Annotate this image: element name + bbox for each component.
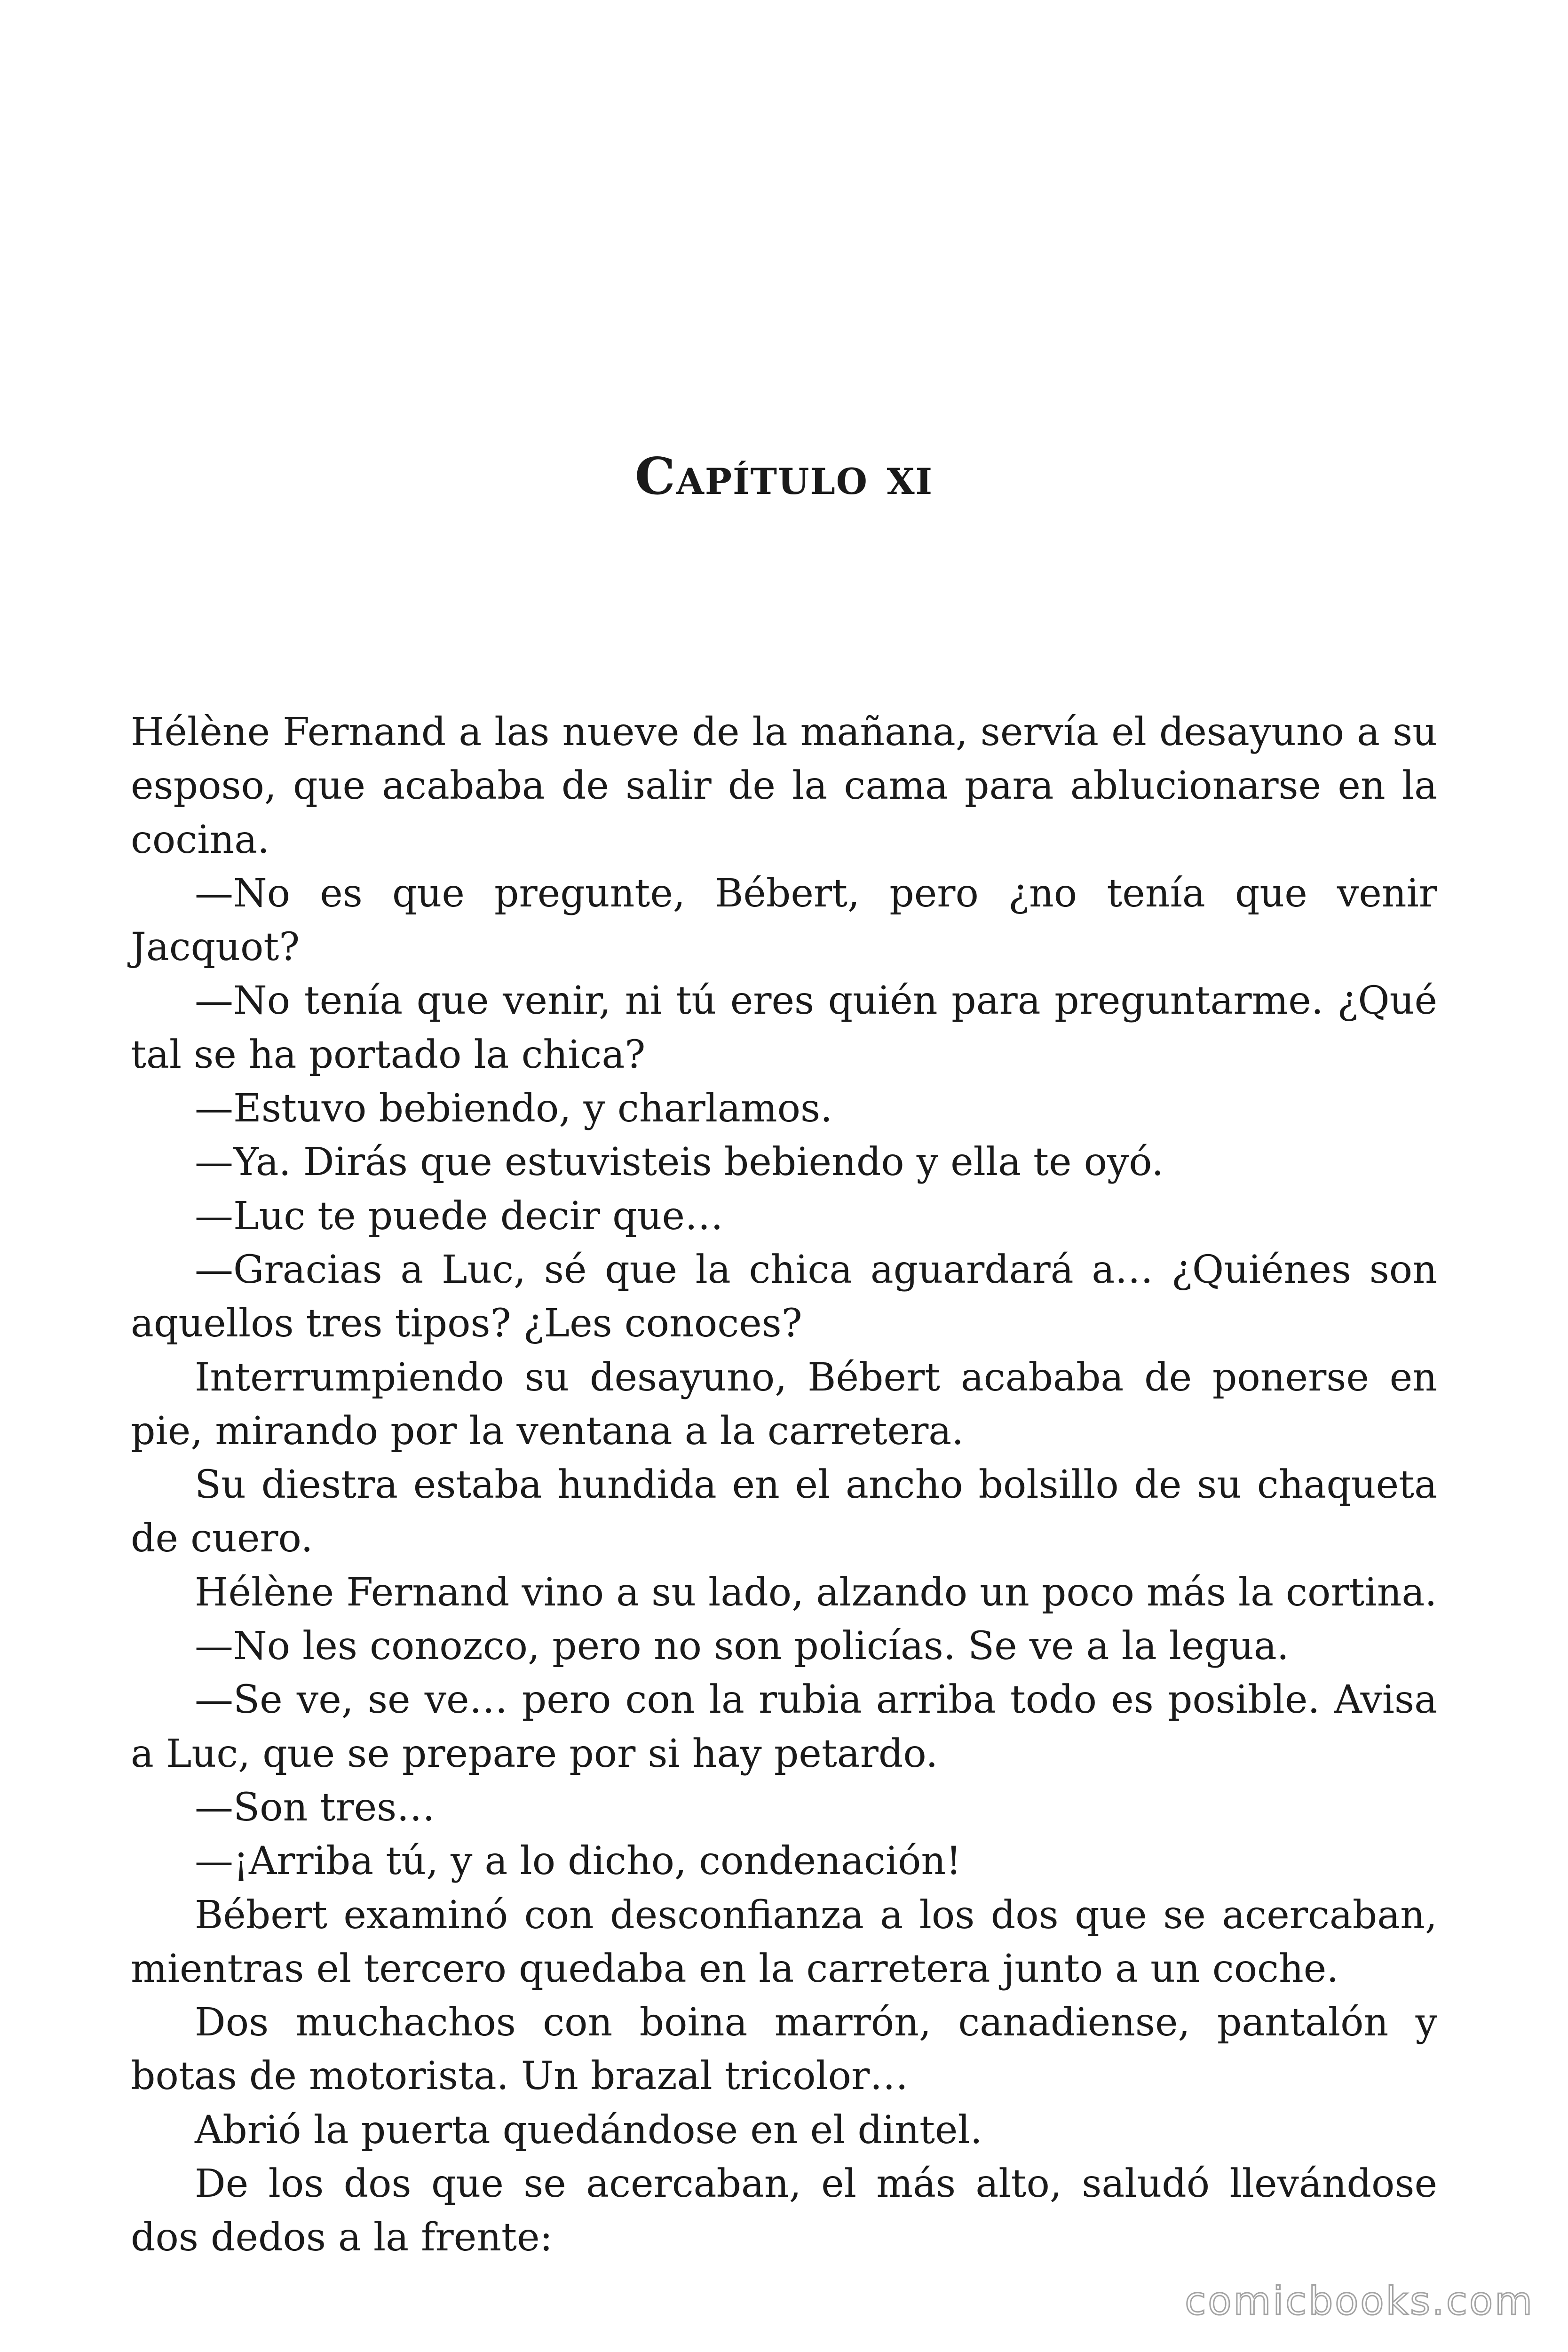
paragraph: Bébert examinó con desconfianza a los dos que se acercaban, mientras el tercero quedaba en la carretera junto a un coche. xyxy=(131,1892,1437,1991)
chapter-title: Capítulo xi xyxy=(634,447,934,506)
paragraph: De los dos que se acercaban, el más alto, saludó llevándose dos dedos a la frente: xyxy=(131,2161,1437,2260)
paragraph: —Ya. Dirás que estuvisteis bebiendo y ella te oyó. xyxy=(195,1140,1164,1185)
paragraph: Interrumpiendo su desayuno, Bébert acababa de ponerse en pie, mirando por la ventana a la carretera. xyxy=(131,1355,1437,1454)
paragraph: Abrió la puerta quedándose en el dintel. xyxy=(195,2107,982,2153)
paragraph: —No les conozco, pero no son policías. Se ve a la legua. xyxy=(195,1624,1289,1669)
paragraph: —Estuvo bebiendo, y charlamos. xyxy=(195,1086,833,1131)
paragraph: —Son tres… xyxy=(195,1785,436,1830)
watermark: comicbooks.com xyxy=(1185,2279,1534,2324)
paragraph: —Gracias a Luc, sé que la chica aguardará a… ¿Quiénes son aquellos tres tipos? ¿Les conoces? xyxy=(131,1247,1437,1346)
paragraph: —Luc te puede decir que… xyxy=(195,1193,723,1239)
paragraph: Su diestra estaba hundida en el ancho bolsillo de su chaqueta de cuero. xyxy=(131,1462,1437,1561)
paragraph: —¡Arriba tú, y a lo dicho, condenación! xyxy=(195,1839,962,1884)
body-text xyxy=(131,706,1437,2265)
paragraph: —Se ve, se ve… pero con la rubia arriba todo es posible. Avisa a Luc, que se prepare por si hay petardo. xyxy=(131,1677,1437,1776)
paragraph: —No tenía que venir, ni tú eres quién para preguntarme. ¿Qué tal se ha portado la chica? xyxy=(131,978,1437,1077)
paragraph: Hélène Fernand a las nueve de la mañana, servía el desayuno a su esposo, que acababa de salir de la cama para ablucionarse en la cocina. xyxy=(131,710,1437,862)
paragraph: Dos muchachos con boina marrón, canadiense, pantalón y botas de motorista. Un brazal tricolor… xyxy=(131,2000,1437,2099)
paragraph: —No es que pregunte, Bébert, pero ¿no tenía que venir Jacquot? xyxy=(131,871,1437,970)
paragraph: Hélène Fernand vino a su lado, alzando un poco más la cortina. xyxy=(195,1570,1437,1615)
